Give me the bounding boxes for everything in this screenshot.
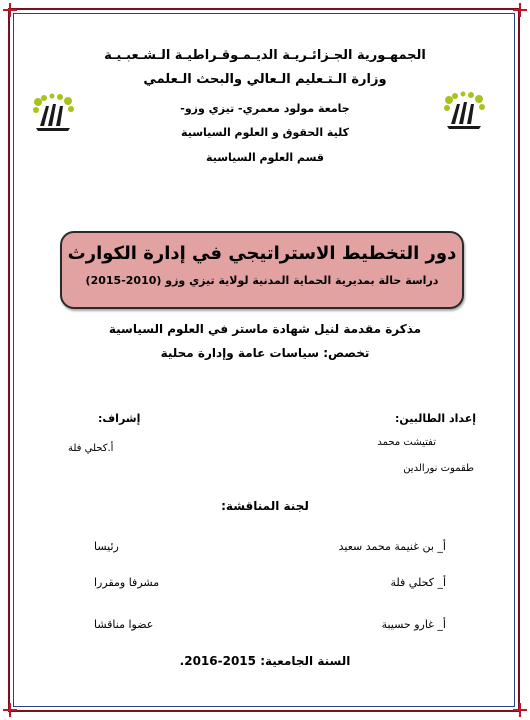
committee-member-name: أ_ كحلي فلة [390,576,446,589]
memo-statement: مذكرة مقدمة لنيل شهادة ماستر في العلوم السياسية [108,322,422,336]
republic-header: الجمهـورية الجـزائـريـة الديـمـوقـراطيـة الـشـعبـيـة [104,48,426,63]
ministry-header: وزارة الـتـعليم الـعالي والبحث الـعلمي [143,72,387,87]
thesis-title: دور التخطيط الاستراتيجي في إدارة الكوارث [67,243,457,264]
committee-member-name: أ_ بن غنيمة محمد سعيد [338,540,446,553]
committee-member-role: عضوا مناقشا [94,618,154,631]
specialty: تخصص: سياسات عامة وإدارة محلية [160,346,370,360]
prepared-by-label: إعداد الطالبين: [394,412,476,425]
faculty-name: كلية الحقوق و العلوم السياسية [181,126,349,139]
page-frame-inner [13,13,515,707]
university-logo-icon-right [441,90,487,132]
university-name: جامعة مولود معمري- تيزي وزو- [180,102,350,115]
corner-ornament-top-left [3,3,17,17]
supervision-label: إشراف: [98,412,141,425]
committee-label: لجنة المناقشة: [221,499,309,513]
corner-ornament-bottom-left [3,703,17,717]
committee-member-role: رئيسا [94,540,119,553]
thesis-title-box [60,231,464,309]
thesis-subtitle: دراسة حالة بمديرية الحماية المدنية لولاية تيزي وزو (2010-2015) [85,274,439,287]
committee-member-role: مشرفا ومقررا [94,576,160,589]
student-name: تفتيشت محمد [377,437,436,448]
supervisor-name: أ.كحلي فلة [68,443,114,454]
student-name: طقموت نورالدين [403,463,474,474]
corner-ornament-top-right [513,3,527,17]
committee-member-name: أ_ غارو حسيبة [381,618,446,631]
department-name: قسم العلوم السياسية [206,151,324,164]
academic-year: السنة الجامعية: 2015-2016. [179,654,351,668]
university-logo-icon-left [30,92,76,134]
corner-ornament-bottom-right [513,703,527,717]
